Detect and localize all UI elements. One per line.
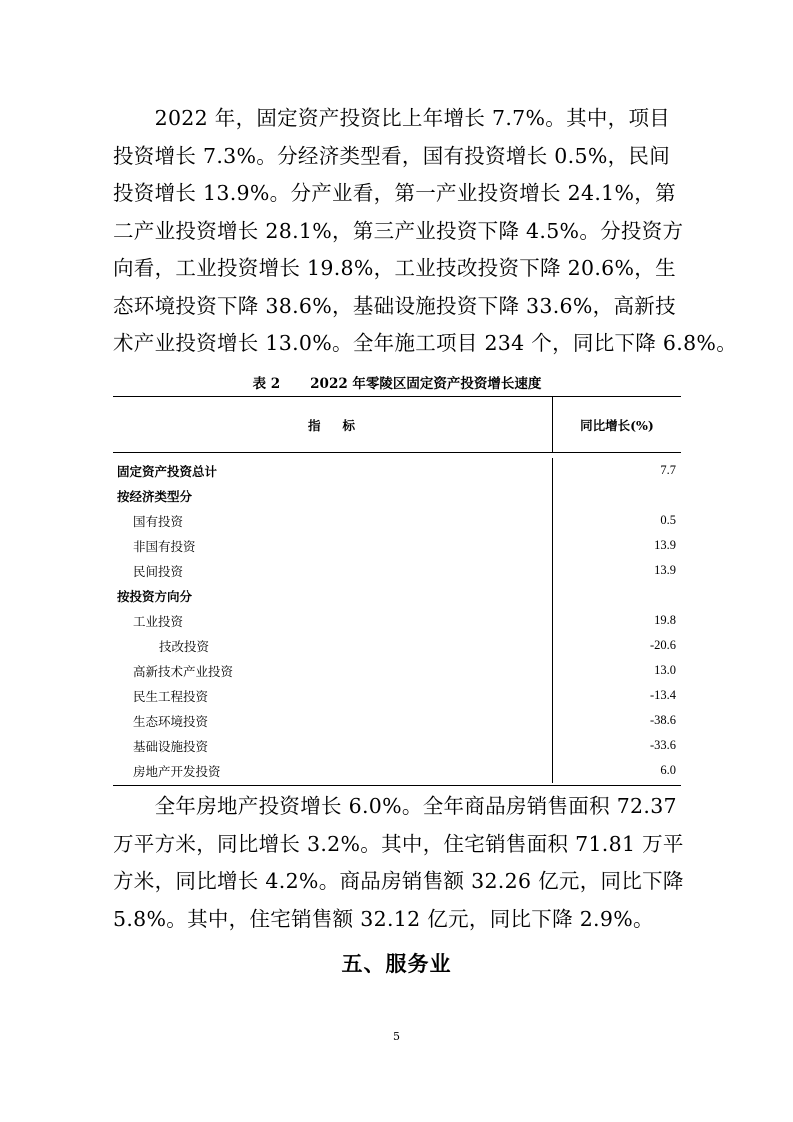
row-indicator: 按投资方向分: [113, 583, 553, 608]
table-row: [113, 708, 681, 733]
paragraph-line: 二产业投资增长 28.1%，第三产业投资下降 4.5%。分投资方: [113, 218, 684, 243]
row-indicator: 固定资产投资总计: [113, 458, 553, 483]
page-number: 5: [393, 1030, 400, 1043]
row-growth-value: 19.8: [654, 613, 676, 627]
header-growth-rate: 同比增长(%): [580, 417, 654, 433]
row-indicator: 非国有投资: [113, 533, 553, 558]
table-header-row: [113, 396, 681, 453]
table-caption-number: 表 2: [252, 376, 281, 392]
paragraph-line: 方米，同比增长 4.2%。商品房销售额 32.26 亿元，同比下降: [113, 869, 684, 893]
table-row: [113, 608, 681, 633]
row-growth-value: -13.4: [649, 688, 676, 702]
row-indicator: 工业投资: [113, 608, 553, 633]
table-row: [113, 733, 681, 758]
table-row: [113, 758, 681, 783]
row-indicator: 民生工程投资: [113, 683, 553, 708]
row-growth-value: 0.5: [660, 513, 676, 527]
paragraph-line: 术产业投资增长 13.0%。全年施工项目 234 个，同比下降 6.8%。: [113, 331, 737, 355]
row-indicator: 基础设施投资: [113, 733, 553, 758]
row-indicator: 按经济类型分: [113, 483, 553, 508]
table-row: [113, 483, 681, 508]
table-row: [113, 658, 681, 683]
row-indicator: 国有投资: [113, 508, 553, 533]
table-caption-title: 2022 年零陵区固定资产投资增长速度: [310, 376, 542, 392]
table-row: [113, 533, 681, 558]
table-row: [113, 633, 681, 658]
row-growth-value: 6.0: [660, 763, 676, 777]
table-caption: [113, 372, 681, 392]
row-growth-value: 13.9: [654, 563, 676, 577]
table-row: [113, 508, 681, 533]
table-row: [113, 458, 681, 483]
table-body: [113, 453, 681, 786]
paragraph-line: 万平方米，同比增长 3.2%。其中，住宅销售面积 71.81 万平: [113, 831, 684, 856]
row-growth-value: -20.6: [649, 638, 676, 652]
header-indicator: 指标: [113, 397, 553, 452]
row-indicator: 民间投资: [113, 558, 553, 583]
paragraph-line: 投资增长 7.3%。分经济类型看，国有投资增长 0.5%，民间: [113, 143, 670, 168]
row-indicator: 技改投资: [113, 633, 553, 658]
table-row: [113, 583, 681, 608]
row-indicator: 生态环境投资: [113, 708, 553, 733]
real-estate-paragraph: [113, 788, 693, 938]
investment-paragraph: [113, 100, 737, 363]
table-row: [113, 683, 681, 708]
paragraph-line: 全年房地产投资增长 6.0%。全年商品房销售面积 72.37: [113, 794, 677, 818]
table-row: [113, 558, 681, 583]
section-heading: 五、服务业: [341, 952, 452, 976]
row-growth-value: -33.6: [649, 738, 676, 752]
paragraph-line: 态环境投资下降 38.6%，基础设施投资下降 33.6%，高新技: [113, 293, 676, 318]
row-indicator: 高新技术产业投资: [113, 658, 553, 683]
row-indicator: 房地产开发投资: [113, 758, 553, 783]
paragraph-line: 2022 年，固定资产投资比上年增长 7.7%。其中，项目: [113, 106, 671, 130]
paragraph-line: 5.8%。其中，住宅销售额 32.12 亿元，同比下降 2.9%。: [113, 906, 654, 931]
row-growth-value: 13.0: [654, 663, 676, 677]
paragraph-line: 向看，工业投资增长 19.8%，工业技改投资下降 20.6%，生: [113, 256, 676, 280]
investment-growth-table: [113, 396, 681, 786]
paragraph-line: 投资增长 13.9%。分产业看，第一产业投资增长 24.1%，第: [113, 181, 676, 205]
row-growth-value: 7.7: [660, 463, 676, 477]
row-growth-value: 13.9: [654, 538, 676, 552]
row-growth-value: -38.6: [649, 713, 676, 727]
